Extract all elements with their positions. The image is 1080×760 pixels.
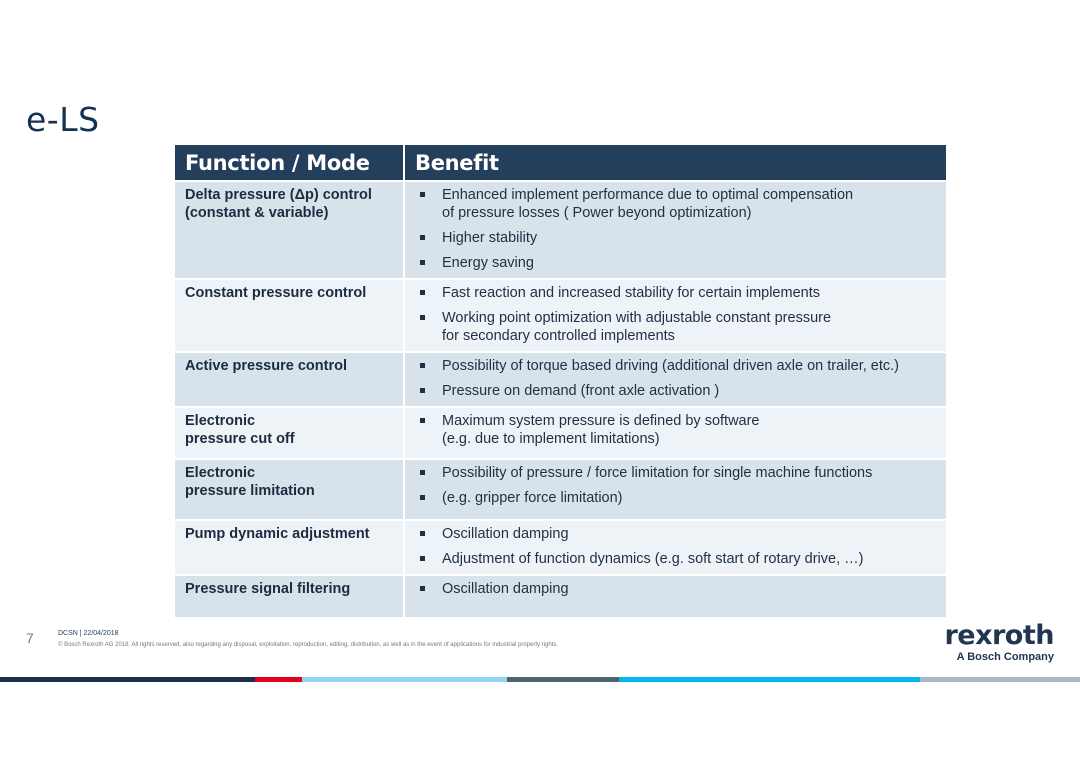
function-label: Delta pressure (Δp) control [185,187,372,203]
function-label: Electronic [185,413,256,429]
page-number: 7 [26,630,34,646]
benefit-text: Fast reaction and increased stability for certain implements [442,285,820,301]
benefit-text: (e.g. gripper force limitation) [442,490,623,506]
benefit-list [415,284,936,345]
square-bullet-icon [420,260,425,265]
rexroth-logo [944,622,1054,664]
square-bullet-icon [420,556,425,561]
function-cell [175,575,404,617]
function-label: Pressure signal filtering [185,581,351,597]
benefit-cell [404,279,946,352]
function-cell [175,520,404,575]
function-label: pressure cut off [185,431,295,447]
footer-copyright: © Bosch Rexroth AG 2018. All rights reserved, also regarding any disposal, exploitation, reproduction, editing, distribution, as well as in the event of applications for industrial property rights. [58,642,559,648]
color-bar-segment [507,677,619,682]
benefit-text: Higher stability [442,230,538,246]
slide-title: e-LS [26,100,100,139]
benefit-cell [404,459,946,520]
logo-subtitle: A Bosch Company [956,651,1054,663]
benefit-text: Energy saving [442,255,534,271]
benefit-text: Oscillation damping [442,526,569,542]
square-bullet-icon [420,235,425,240]
color-bar-segment [920,677,1080,682]
square-bullet-icon [420,290,425,295]
header-benefit: Benefit [404,145,946,181]
table-row [175,575,946,617]
benefit-item [415,309,936,345]
benefit-text: Maximum system pressure is defined by software [442,413,760,429]
benefit-item [415,186,936,222]
function-label: pressure limitation [185,483,315,499]
benefit-cell [404,520,946,575]
benefit-text: Working point optimization with adjustable constant pressure [442,310,832,326]
benefit-item [415,254,936,272]
function-label: Electronic [185,465,256,481]
table-row [175,520,946,575]
benefit-item [415,525,936,543]
benefit-text: Possibility of pressure / force limitation for single machine functions [442,465,873,481]
benefit-item [415,489,936,507]
benefit-cell [404,407,946,459]
benefit-list [415,464,936,507]
table-row [175,279,946,352]
benefit-list [415,357,936,400]
table-row [175,407,946,459]
function-cell [175,352,404,407]
benefit-list [415,412,936,448]
benefit-text: Pressure on demand (front axle activation ) [442,383,720,399]
function-label: Active pressure control [185,358,347,374]
function-cell [175,279,404,352]
benefit-item [415,229,936,247]
benefit-list [415,525,936,568]
benefit-text: (e.g. due to implement limitations) [442,431,660,447]
benefit-text: Adjustment of function dynamics (e.g. soft start of rotary drive, …) [442,551,864,567]
benefit-text: Oscillation damping [442,581,569,597]
benefit-text: of pressure losses ( Power beyond optimization) [442,205,752,221]
benefit-list [415,186,936,272]
table-body [175,181,946,617]
benefit-item [415,580,936,598]
benefit-cell [404,181,946,279]
square-bullet-icon [420,388,425,393]
logo-wordmark: rexroth [944,620,1054,651]
benefit-item [415,382,936,400]
color-bar-segment [302,677,507,682]
square-bullet-icon [420,531,425,536]
table-header-row [175,145,946,181]
function-cell [175,181,404,279]
benefit-item [415,412,936,448]
square-bullet-icon [420,586,425,591]
square-bullet-icon [420,418,425,423]
square-bullet-icon [420,192,425,197]
table-row [175,459,946,520]
benefit-item [415,284,936,302]
square-bullet-icon [420,470,425,475]
square-bullet-icon [420,363,425,368]
benefit-cell [404,575,946,617]
function-label: Pump dynamic adjustment [185,526,370,542]
square-bullet-icon [420,315,425,320]
color-bar-segment [0,677,255,682]
benefit-cell [404,352,946,407]
benefit-item [415,357,936,375]
footer-meta: DCSN | 22/04/2018 [58,630,119,637]
function-cell [175,459,404,520]
benefit-item [415,464,936,482]
function-label: Constant pressure control [185,285,367,301]
header-function-mode: Function / Mode [175,145,404,181]
benefit-text: for secondary controlled implements [442,328,675,344]
color-bar-segment [619,677,920,682]
function-benefit-table [175,145,946,617]
footer-color-bar [0,677,1080,682]
benefit-text: Enhanced implement performance due to optimal compensation [442,187,854,203]
table-row [175,181,946,279]
benefit-item [415,550,936,568]
table-row [175,352,946,407]
benefit-list [415,580,936,598]
color-bar-segment [255,677,302,682]
function-cell [175,407,404,459]
benefit-text: Possibility of torque based driving (additional driven axle on trailer, etc.) [442,358,899,374]
square-bullet-icon [420,495,425,500]
function-label: (constant & variable) [185,205,329,221]
